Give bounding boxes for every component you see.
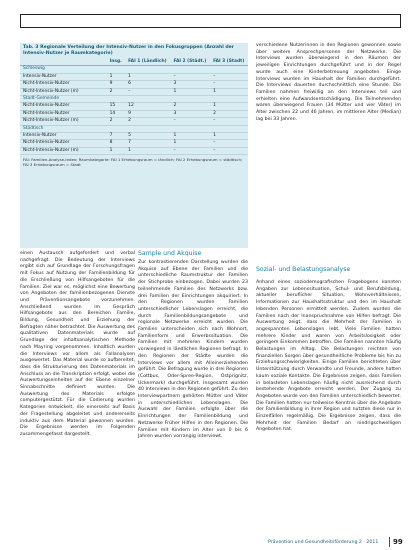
table-cell: 1 [107,73,126,80]
table-cell: 1 [210,133,248,140]
table-cell: 6 [125,81,170,88]
table-cell: – [210,81,248,88]
table-cell: – [171,147,211,154]
table-cell: – [125,88,170,95]
table-cell: 12 [125,103,170,110]
table-row [20,140,248,147]
table-cell: 1 [210,103,248,110]
table-row-label: Nicht-Intensiv-Nutzer [20,140,107,147]
table-group-label: Stadt-Gemeinde [20,96,248,103]
table-group-row [20,96,248,103]
table-cell: 2 [171,103,211,110]
table-cell: 7 [125,140,170,147]
text-column-middle [138,250,248,441]
table-cell: 2 [107,88,126,95]
table-cell: 2 [210,110,248,117]
page-number: 99 [393,538,403,546]
table-cell: – [171,118,211,125]
table-row [20,73,248,80]
table-cell: 1 [125,147,170,154]
table-row [20,118,248,125]
table-row-label: Nicht-Intensiv-Nutzer (m) [20,147,107,154]
paragraph: einen Austausch aufgefordert und verbal nachgefragt. Die Bedeutung der Interviews ergibt sich auf Grundlage der Forschungsfragen mit Fokus auf Nutzung der Familienbildung für die Erschließung von Hilfsangeboten für die Familien. Ziel war es, möglichst eine Bewertung von Angeboten der familienbezogenen Dienste und Präventionsangebote vorzunehmen. Anschließend wurden im Gespräch Hilfsangebote aus den Bereichen Familie, Bildung, Gesundheit und Erziehung der Befragten näher betrachtet. Die Auswertung des qualitativen Datenmaterials wurde auf Grundlage der inhaltsanalytischen Methode nach Mayring vorgenommen. Inhaltlich wurden die Interviews vor allem als Fallanalysen ausgewertet. Das Material wurde so aufbereitet, dass die Strukturierung des Datenmaterials im Anschluss an die Transkription erfolgt, wobei die Auswertungseinheiten auf der Ebene einzelner Sinnabschnitte definiert wurden. Die Auswertung des Materials erfolgte computergestützt. Für die Codierung wurden Kategorien entwickelt, die einerseits auf Basis der Fragestellung abgeleitet und andererseits induktiv aus dem Material gewonnen wurden. Die Ergebnisse werden im Folgenden zusammengefasst dargestellt. [20,251,135,437]
header-bar [20,14,401,28]
table-header-cell: FAI 1 (Ländlich) [125,59,170,66]
table-cell: 1 [171,133,211,140]
table-row [20,133,248,140]
paragraph: Anhand eines soziodemografischen Fragebogens konnten Angaben zur Lebenssituation, Schul- und Berufsbildung, aktueller beruflicher Situation, Wohnverhältnissen, Informationen zur Haushaltsstruktur und den im Haushalt lebenden Personen ermittelt werden. Zudem wurden die Familien nach der Inanspruchnahme von Hilfen befragt. Die Auswertung zeigt, dass die Mehrheit der Familien in angespannten Lebenslagen lebt. Viele Familien hatten mehrere Kinder und waren von Arbeitslosigkeit oder geringem Einkommen betroffen. Die Familien nannten häufig Belastungen im Alltag. Die Belastungen reichten von finanziellen Sorgen über gesundheitliche Probleme bis hin zu Erziehungsschwierigkeiten. Einige Familien berichteten über Unterstützung durch Verwandte und Freunde, andere hatten kaum soziale Kontakte. Die Ergebnisse zeigen, dass Familien in belasteten Lebenslagen häufig nicht ausreichend durch bestehende Angebote erreicht werden. Der Zugang zu Angeboten wurde von den Familien unterschiedlich bewertet. Die Familien hatten nur teilweise Kenntnis über die Angebote der Familienbildung in ihrer Region und nutzten diese nur in Einzelfällen regelmäßig. Die Ergebnisse zeigen, dass die Mehrheit der Familien Bedarf an niedrigschwelligen Angeboten hat. [256,280,401,433]
table-header-row [20,59,248,66]
table-cell: 8 [107,140,126,147]
table-cell: 2 [125,118,170,125]
table-header-cell [20,59,107,66]
table-group-row [20,125,248,132]
table-row [20,81,248,88]
table-group-label: Schleswig [20,66,248,73]
table-caption: Tab. 3 Regionale Verteilung der Intensiv-Nutzer in den Fokusgruppen (Anzahl der Intensiv-Nutzer je Raumkategorie) [23,45,235,56]
table-cell: 1 [107,147,126,154]
table-row-label: Nicht-Intensiv-Nutzer [20,110,107,117]
table-row-label: Intensiv-Nutzer [20,133,107,140]
table-row-label: Nicht-Intensiv-Nutzer [20,103,107,110]
table-cell: 1 [210,88,248,95]
text-column-right-bottom [256,280,401,434]
table-body [20,66,248,155]
table-row-label: Nicht-Intensiv-Nutzer (m) [20,88,107,95]
table-cell: – [210,147,248,154]
table-row-label: Nicht-Intensiv-Nutzer (m) [20,118,107,125]
table-cell: 1 [171,140,211,147]
table-cell: 2 [107,118,126,125]
table-cell: 1 [125,73,170,80]
table-footnote: FAI: Familien-Analyse-Index; Raumkategorie: FAI 1 Erhebungsraum = ländlich; FAI 2 Erhebungsraum = städtisch; FAI 3 Erhebungsraum = Stadt [23,157,243,168]
section-heading: Sample und Akquise [138,250,202,257]
text-column-right-top [256,43,401,123]
table-header-cell: Insg. [107,59,126,66]
table-cell: – [210,140,248,147]
table-row [20,147,248,154]
table-cell: 3 [171,81,211,88]
table-header-cell: FAI 2 (Städt.) [171,59,211,66]
table-group-row [20,66,248,73]
table-row [20,88,248,95]
paragraph: verschiedene Nutzerinnen in den Regionen gewonnen sowie über weitere Ansprechpersonen der Netzwerke. Die Interviews wurden überwiegend in den Räumen der jeweiligen Einrichtungen durchgeführt und in der Regel wurde auch eine Kinderbetreuung angeboten. Einige Interviews wurden im Haushalt der Familien durchgeführt. Die Interviews dauerten durchschnittlich eine Stunde. Die Familien nahmen freiwillig an den Interviews teil und erhielten eine Aufwandsentschädigung. Die Teilnehmenden waren überwiegend Frauen (34 Mütter und vier Väter) im Alter zwischen 22 und 46 Jahren, im mittleren Alter (Median) lag bei 33 Jahren. [256,43,401,122]
table-cell: – [171,73,211,80]
table-group-label: Städtisch [20,125,248,132]
table-row [20,103,248,110]
table-row-label: Intensiv-Nutzer [20,73,107,80]
table-header-cell: FAI 3 (Stadt) [210,59,248,66]
table-cell: 7 [107,133,126,140]
table-cell: – [210,73,248,80]
table-row-label: Nicht-Intensiv-Nutzer [20,81,107,88]
data-table-box [20,43,248,248]
table-cell: 5 [125,133,170,140]
table-cell: 9 [125,110,170,117]
table-cell: 14 [107,110,126,117]
text-column-left [20,251,135,439]
table-cell: 9 [107,81,126,88]
paragraph: Zur kontrastierenden Darstellung wurden die Akquise auf Ebene der Familien und die unterschiedliche Raumstruktur der Familien der Stichprobe einbezogen. Dabei wurden 23 teilnehmende Familien des Netzwerks bzw. drei Familien der Einrichtungen akquiriert. In den Regionen wurden Familien unterschiedlicher Lebenslagen erreicht, die durch Familienbildungsangebote und regionale Netzwerke erreicht wurden. Die Familien unterscheiden sich nach Wohnort, Familienform und Erwerbssituation. Die Familien mit mehreren Kindern wurden vorwiegend in ländlichen Regionen befragt. In den Regionen der Städte wurden die Interviews vor allem mit Alleinerziehenden geführt. Die Befragung wurde in drei Regionen (Cottbus, Oder-Spree-Region, Ostprignitz, Uckermark) durchgeführt. Insgesamt wurden 40 Interviews in den Regionen geführt. Zu den Interviewpartnern gehörten Mütter und Väter in unterschiedlichen Lebenslagen. Die Auswahl der Familien erfolgte über die Einrichtungen der Familienbildung und Netzwerke Früher Hilfen in den Regionen. Die Familien mit Kindern im Alter von 0 bis 6 Jahren wurden vorrangig interviewt. [138,260,248,440]
journal-footer: Prävention und Gesundheitsförderung 2 · 2011 [268,540,379,545]
table-cell: 15 [107,103,126,110]
data-table [20,59,248,155]
section-heading: Sozial- und Belastungsanalyse [256,266,351,273]
table-cell: 1 [171,88,211,95]
table-cell: – [210,118,248,125]
table-cell: 3 [171,110,211,117]
table-row [20,110,248,117]
footer-divider [389,537,390,547]
